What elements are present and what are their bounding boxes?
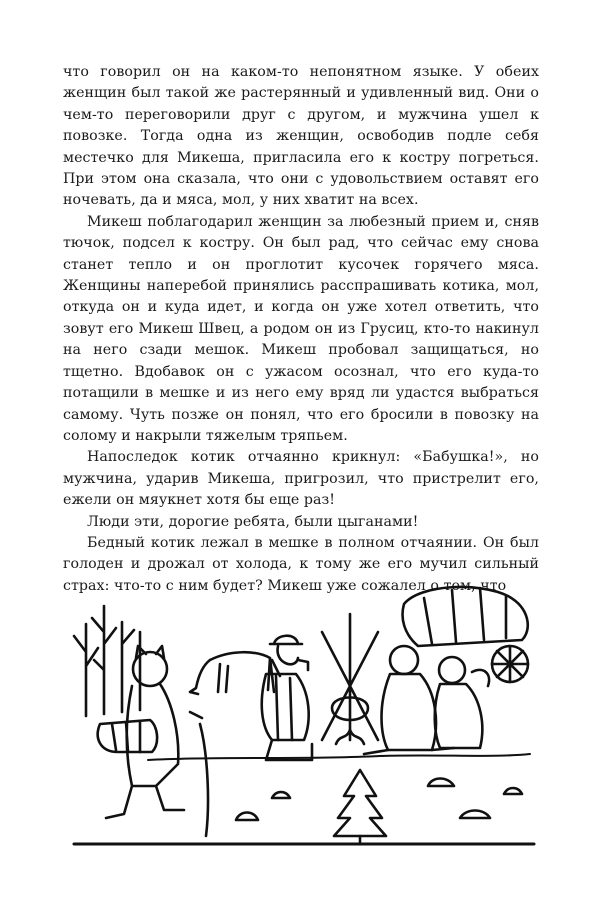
paragraph: Напоследок котик отчаянно крикнул: «Бабушка!», но мужчина, ударив Микеша, пригрозил, что пристрелит его, ежели он мяукнет хотя бы еще раз! bbox=[63, 449, 539, 509]
paragraph: Бедный котик лежал в мешке в полном отчаянии. Он был голоден и дрожал от холода, к тому же его мучил сильный страх: что-то с ним будет? Микеш уже сожалел о том, что bbox=[63, 534, 539, 594]
seated-women bbox=[364, 646, 489, 754]
fir-tree bbox=[334, 770, 386, 844]
book-page bbox=[63, 62, 539, 597]
gypsy-camp-illustration bbox=[60, 574, 544, 854]
man-with-pipe bbox=[262, 636, 312, 760]
campfire bbox=[322, 614, 378, 744]
paragraph: Люди эти, дорогие ребята, были цыганами! bbox=[87, 513, 419, 530]
paragraph: что говорил он на каком-то непонятном языке. У обеих женщин был такой же растерянный и удивленный вид. Они о чем-то переговорили друг с другом, и мужчина ушел к повозке. Тогда одна из женщин, освободив подле себя местечко для Микеша, пригласила его к костру погреться. При этом она сказала, что они с удовольствием оставят его ночевать, да и мяса, мол, у них хватит на всех. bbox=[63, 64, 539, 209]
body-text bbox=[63, 62, 539, 597]
cat-mikesh bbox=[98, 646, 208, 836]
paragraph: Микеш поблагодарил женщин за любезный прием и, сняв тючок, подсел к костру. Он был рад, что сейчас ему снова станет тепло и он проглотит кусочек горячего мяса. Женщины наперебой принялись расспрашивать котика, мол, откуда он и куда идет, и когда он уже хотел ответить, что зовут его Микеш Швец, а родом он из Грусиц, кто-то накинул на него сзади мешок. Микеш пробовал защищаться, но тщетно. Вдобавок он с ужасом осознал, что его куда-то потащили в мешке и из него ему вряд ли удастся выбраться самому. Чуть позже он понял, что его бросили в повозку на солому и накрыли тяжелым тряпьем. bbox=[63, 213, 539, 444]
